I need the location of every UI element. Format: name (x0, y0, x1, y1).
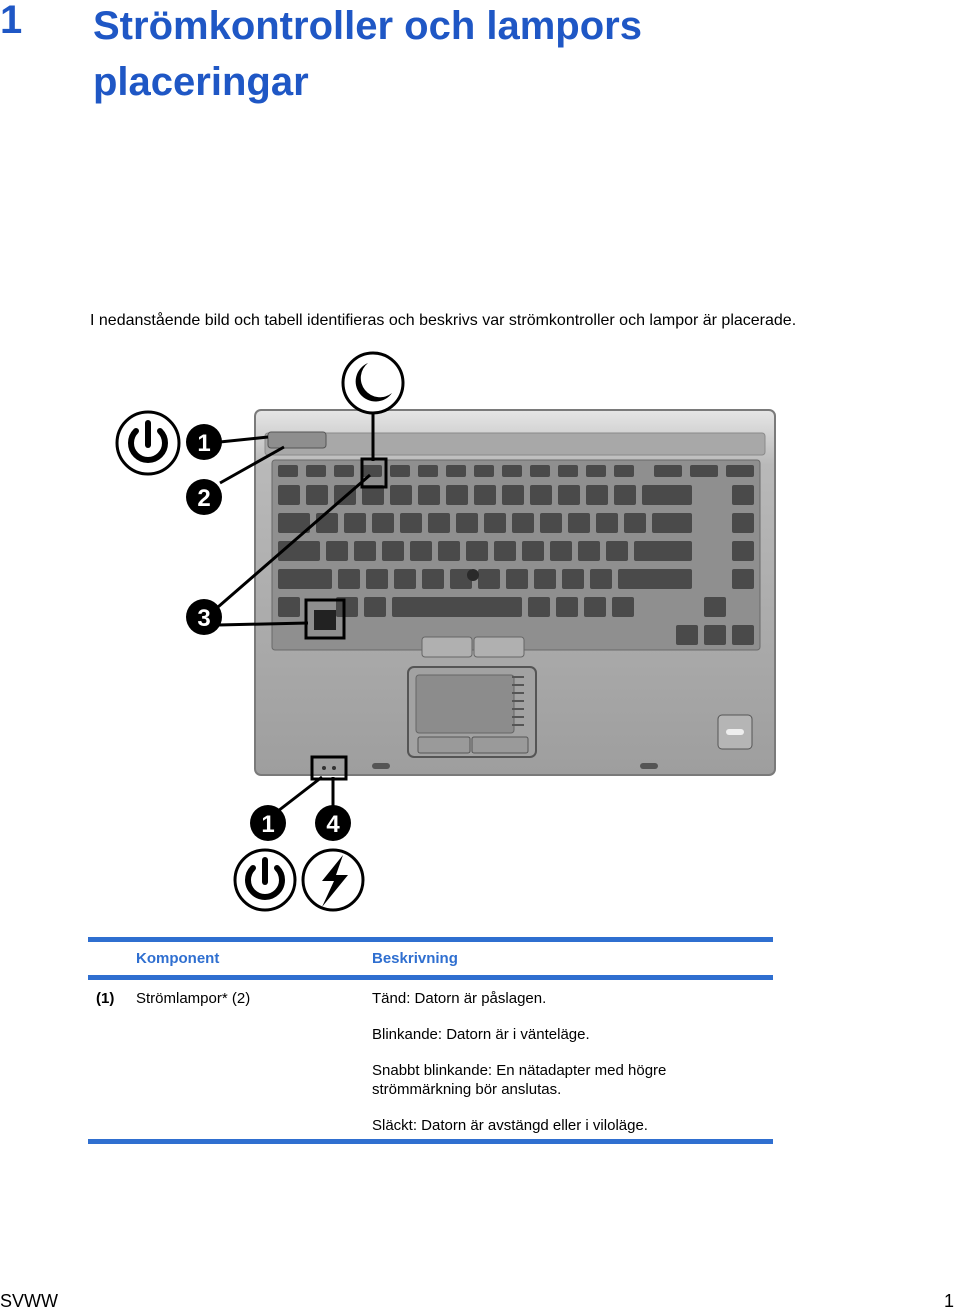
intro-text: I nedanstående bild och tabell identifieras och beskrivs var strömkontroller och lampor är placerade. (90, 312, 797, 329)
footer-page-number: 1 (943, 1291, 954, 1311)
footer-doc-code: SVWW (0, 1291, 58, 1311)
callout-2 (186, 479, 222, 515)
power-icon-bottom (235, 850, 295, 910)
desc-blinking: Blinkande: Datorn är i vänteläge. (372, 1026, 590, 1043)
pointing-stick (467, 569, 479, 581)
laptop-figure (100, 345, 780, 925)
desc-fast-blinking: Snabbt blinkande: En nätadapter med högre strömmärkning bör anslutas. (372, 1062, 667, 1098)
chapter-number: 1 (0, 0, 23, 42)
row-component: Strömlampor* (2) (136, 990, 251, 1007)
callout-1-bottom (250, 805, 286, 841)
header-description: Beskrivning (372, 950, 458, 967)
table-bottom-rule (88, 1139, 773, 1144)
callout-3 (186, 599, 222, 635)
callout-label: 1 (261, 811, 275, 838)
row-number: (1) (96, 990, 115, 1007)
callout-label: 3 (197, 605, 211, 632)
power-icon-top (117, 412, 179, 474)
table-top-rule (88, 937, 773, 942)
power-button (268, 432, 326, 448)
callout-label: 1 (197, 430, 211, 457)
desc-off: Släckt: Datorn är avstängd eller i viloläge. (372, 1117, 648, 1134)
callout-label: 4 (326, 811, 340, 838)
sleep-moon-icon (343, 353, 403, 413)
chapter-title: Strömkontroller och lampors placeringar (93, 4, 642, 104)
callout-label: 2 (197, 485, 211, 512)
header-component: Komponent (136, 950, 220, 967)
callout-4 (315, 805, 351, 841)
desc-on: Tänd: Datorn är påslagen. (372, 990, 547, 1007)
table-header-rule (88, 975, 773, 980)
callout-1-top (186, 424, 222, 460)
lightning-icon (303, 850, 363, 910)
